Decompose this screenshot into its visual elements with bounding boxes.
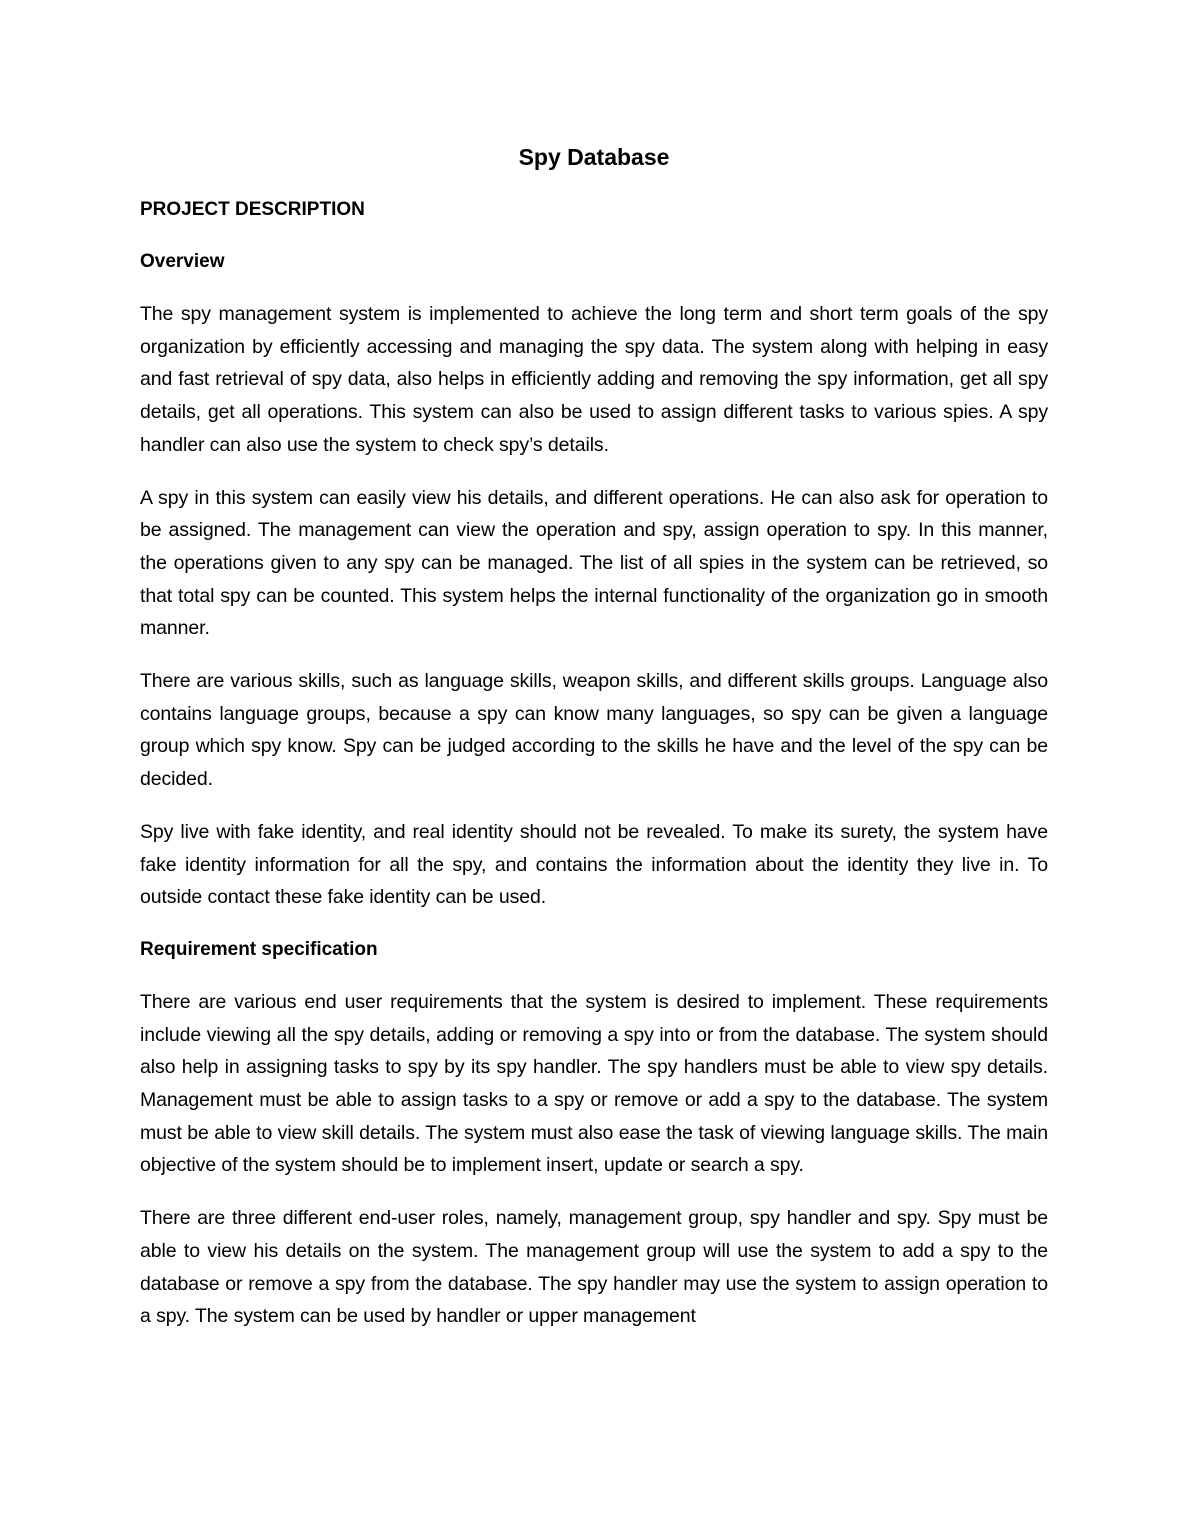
- section-heading-requirement-specification: Requirement specification: [140, 938, 378, 960]
- overview-paragraph-2: A spy in this system can easily view his details, and different operations. He can also ask for operation to be assigned. The management can view the operation and spy, assign operation to spy. In this manner, the operations given to any spy can be managed. The list of all spies in the system can be retrieved, so that total spy can be counted. This system helps the internal functionality of the organization go in smooth manner.: [140, 486, 1048, 640]
- overview-paragraph-4: Spy live with fake identity, and real identity should not be revealed. To make its surety, the system have fake identity information for all the spy, and contains the information about the identity they live in. To outside contact these fake identity can be used.: [140, 820, 1048, 909]
- overview-paragraph-3: There are various skills, such as language skills, weapon skills, and different skills groups. Language also contains language groups, because a spy can know many languages, so spy can be given a language group which spy know. Spy can be judged according to the skills he have and the level of the spy can be decided.: [140, 670, 1048, 791]
- document-page: [140, 138, 1048, 1353]
- requirement-paragraph-2: There are three different end-user roles, namely, management group, spy handler and spy. Spy must be able to view his details on the system. The management group will use the system to add a spy to the database or remove a spy from the database. The spy handler may use the system to assign operation to a spy. The system can be used by handler or upper management: [140, 1207, 1048, 1328]
- requirement-paragraph-1: There are various end user requirements that the system is desired to implement. These requirements include viewing all the spy details, adding or removing a spy into or from the database. The system should also help in assigning tasks to spy by its spy handler. The spy handlers must be able to view spy details. Management must be able to assign tasks to a spy or remove or add a spy to the database. The system must be able to view skill details. The system must also ease the task of viewing language skills. The main objective of the system should be to implement insert, update or search a spy.: [140, 990, 1048, 1177]
- overview-paragraph-1: The spy management system is implemented to achieve the long term and short term goals of the spy organization by efficiently accessing and managing the spy data. The system along with helping in easy and fast retrieval of spy data, also helps in efficiently adding and removing the spy information, get all spy details, get all operations. This system can also be used to assign different tasks to various spies. A spy handler can also use the system to check spy’s details.: [140, 303, 1048, 456]
- section-heading-project-description: PROJECT DESCRIPTION: [140, 199, 365, 220]
- section-heading-overview: Overview: [140, 251, 225, 272]
- document-title: Spy Database: [518, 144, 670, 170]
